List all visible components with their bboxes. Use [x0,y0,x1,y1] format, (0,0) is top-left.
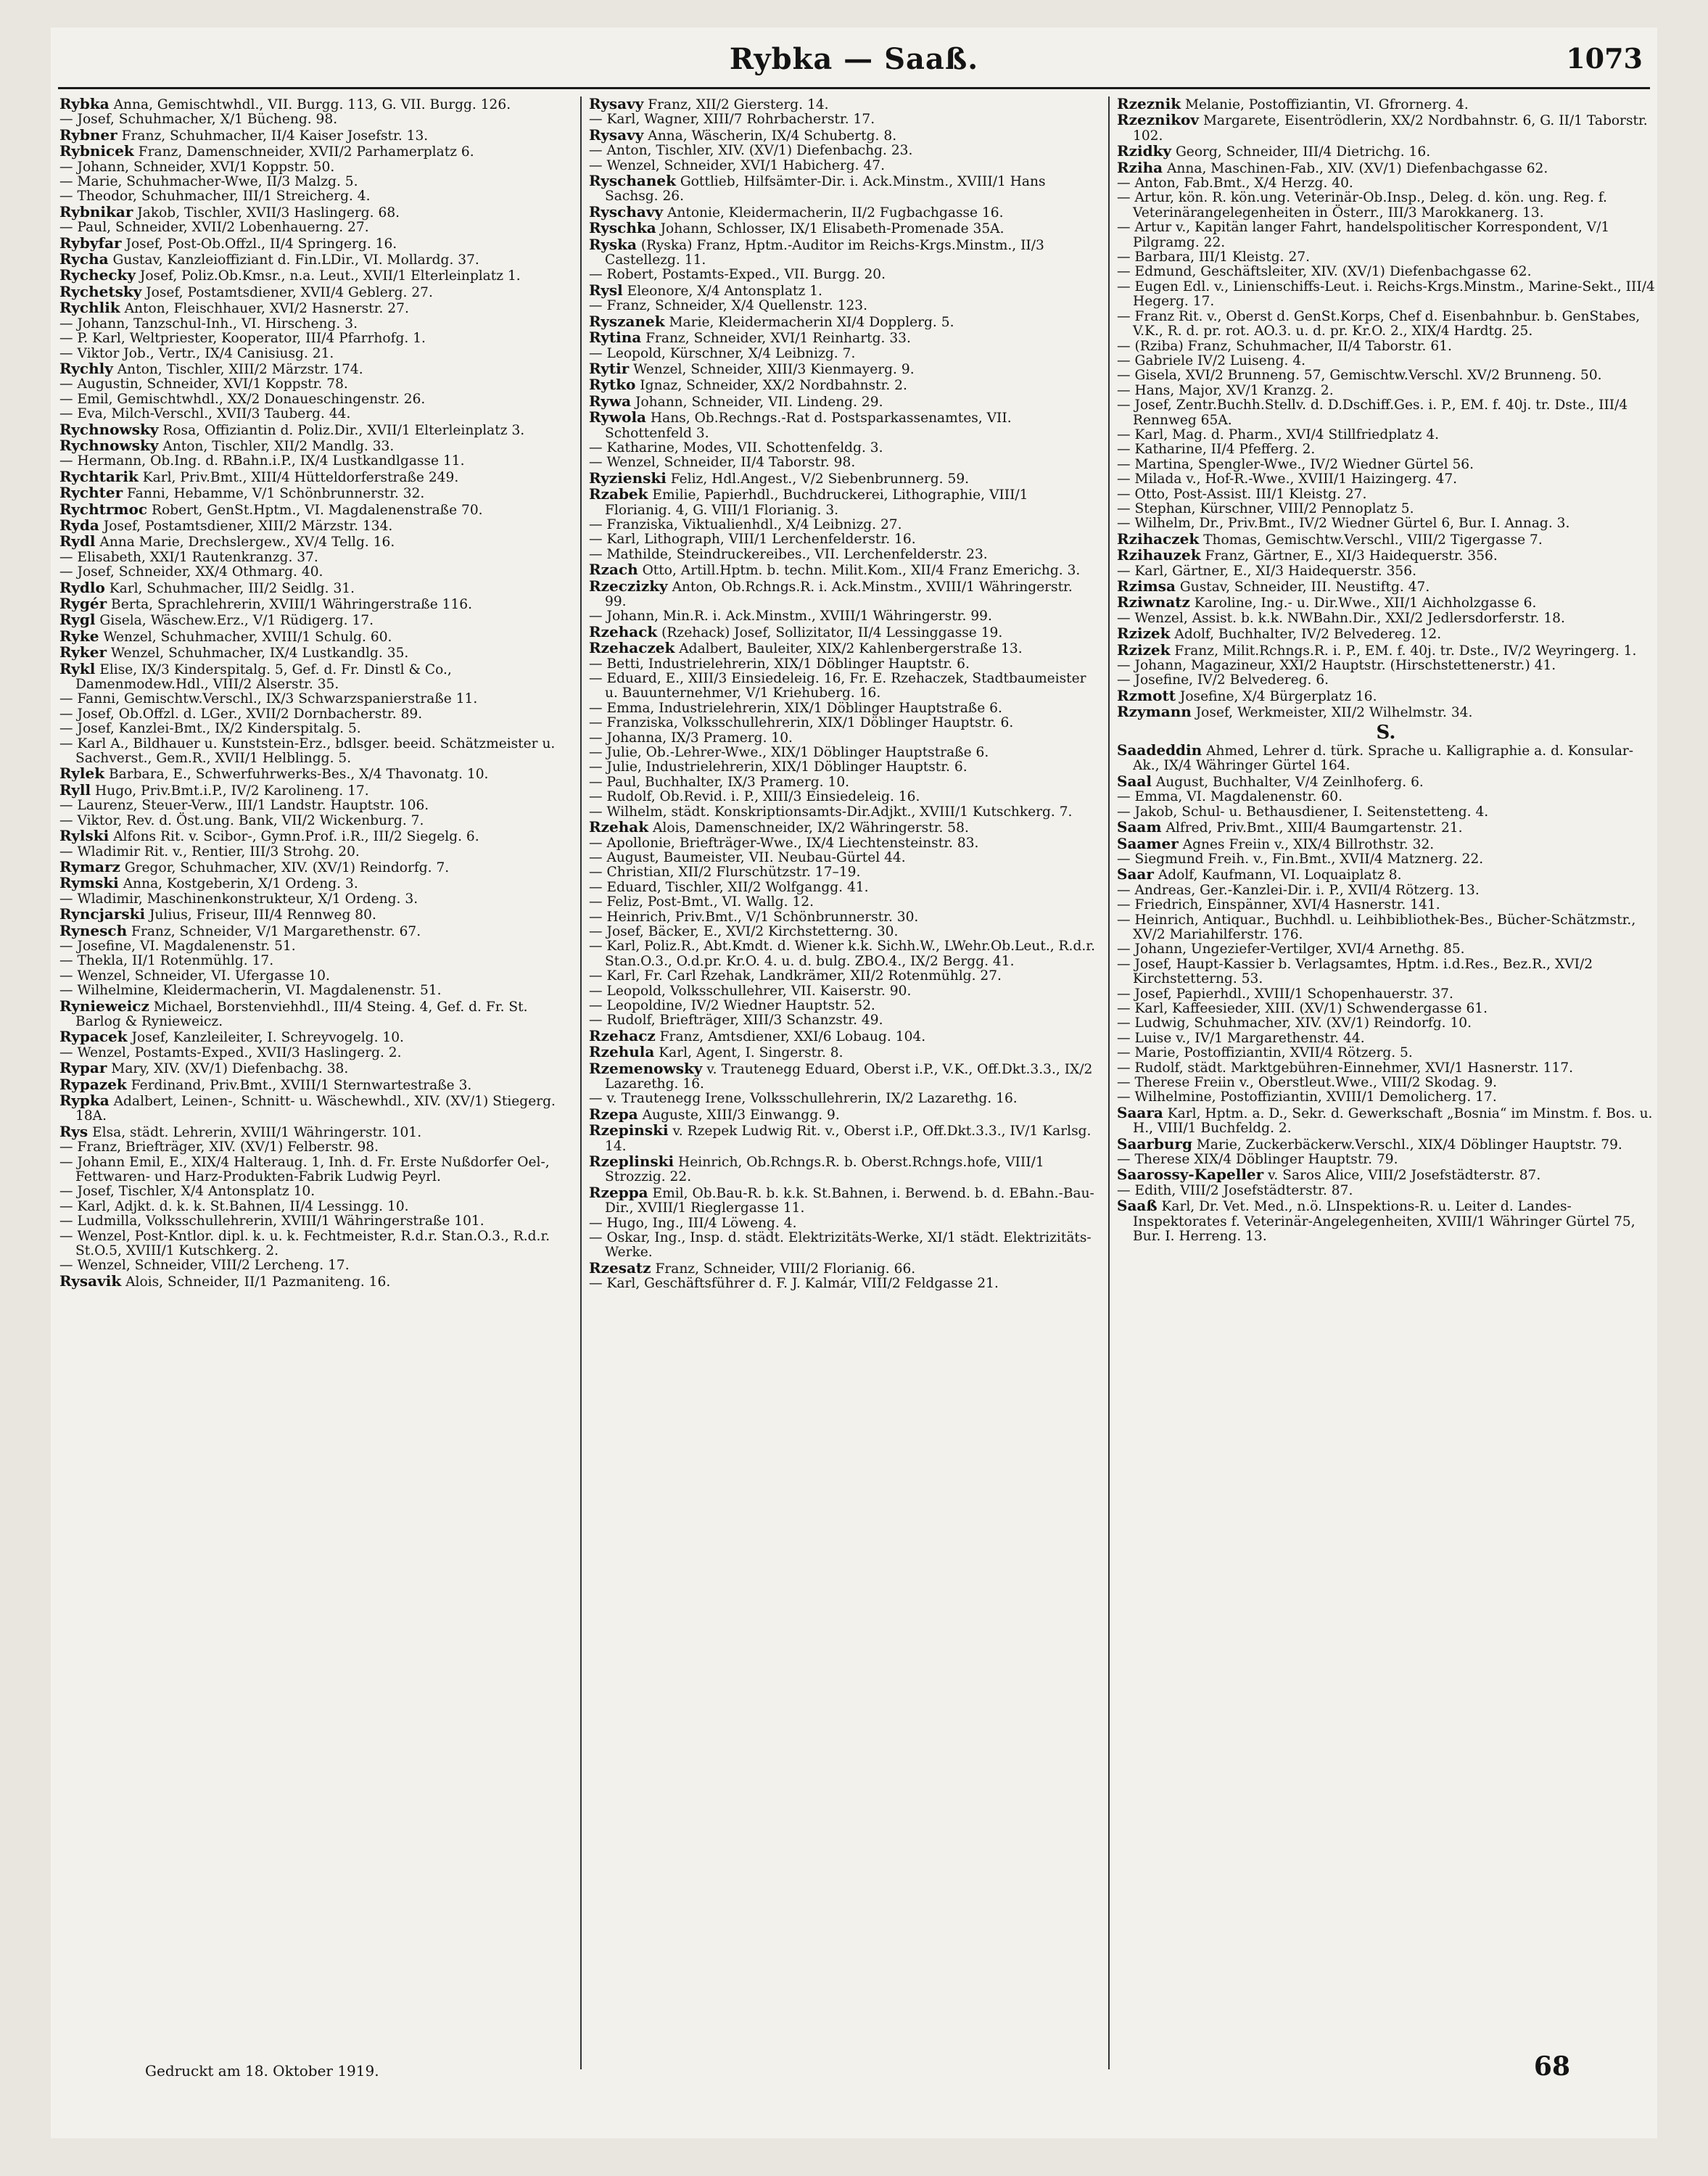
directory-entry: — Karl A., Bildhauer u. Kunststein-Erz., bdlsger. beeid. Schätzmeister u. Sachverst., Gem.R., XVII/1 Helblingg. 5. [59,735,560,767]
entry-surname: Rydlo [59,578,105,596]
directory-entry: Ryll Hugo, Priv.Bmt.i.P., IV/2 Karolineng. 17. [59,780,369,799]
entry-surname: Rzymann [1117,703,1192,721]
entry-surname: Rysavy [589,95,644,112]
directory-entry: Rysl Eleonore, X/4 Antonsplatz 1. [589,281,822,299]
directory-entry: — Rudolf, städt. Marktgebühren-Einnehmer, XVI/1 Hasnerstr. 117. [1117,1060,1574,1076]
entry-surname: Rzehack [589,622,658,640]
directory-entry: — Paul, Buchhalter, IX/3 Pramerg. 10. [589,774,850,790]
directory-entry: Rytina Franz, Schneider, XVI/1 Reinhartg. 33. [589,329,911,347]
entry-surname: Rynieweicz [59,997,149,1015]
entry-surname: Rzach [589,561,638,579]
entry-surname: Saal [1117,772,1152,790]
entry-surname: Ryncjarski [59,905,146,923]
entry-surname: Rypka [59,1092,110,1109]
directory-entry: — Johanna, IX/3 Pramerg. 10. [589,730,793,746]
directory-entry: Rydl Anna Marie, Drechslergew., XV/4 Tellg. 16. [59,532,395,551]
entry-surname: Rzesatz [589,1258,651,1277]
directory-entry: Rzeppa Emil, Ob.Bau-R. b. k.k. St.Bahnen, i. Berwend. b. d. EBahn.-Bau-Dir., XVIII/1 Rieglergasse 11. [589,1183,1094,1216]
directory-entry: Rzizek Franz, Milit.Rchngs.R. i. P., EM. f. 40j. tr. Dste., IV/2 Weyringerg. 1. [1117,640,1637,659]
directory-entry: — Luise v., IV/1 Margarethenstr. 44. [1117,1030,1365,1046]
directory-entry: Rysavy Franz, XII/2 Giersterg. 14. [589,95,829,112]
entry-surname: Rzeznikov [1117,111,1200,129]
directory-entry: — Leopold, Kürschner, X/4 Leibnizg. 7. [589,345,856,361]
directory-entry: — Josef, Schneider, XX/4 Othmarg. 40. [59,564,323,580]
directory-entry: Rybnicek Franz, Damenschneider, XVII/2 Parhamerplatz 6. [59,142,474,160]
directory-entry: — Eduard, E., XIII/3 Einsiedeleig. 16, Fr. E. Rzehaczek, Stadtbaumeister u. Bauunternehmer, V/1 Kriehuberg. 16. [589,671,1091,701]
entry-surname: Rycha [59,250,109,268]
sheet-number: 68 [1533,2051,1570,2082]
entry-surname: Rytko [589,376,636,394]
entry-surname: Ryll [59,780,91,799]
entry-surname: Rywa [589,392,632,410]
directory-entry: Rymarz Gregor, Schuhmacher, XIV. (XV/1) Reindorfg. 7. [59,857,450,875]
entry-surname: Rybner [59,125,117,144]
directory-entry: — Katharine, II/4 Pfefferg. 2. [1117,442,1316,458]
directory-entry: — Betti, Industrielehrerin, XIX/1 Döblinger Hauptstr. 6. [589,656,970,672]
directory-entry: Rzehak Alois, Damenschneider, IX/2 Währingerstr. 58. [589,818,969,836]
directory-entry: — Wilhelm, städt. Konskriptionsamts-Dir.Adjkt., XVIII/1 Kutschkerg. 7. [589,804,1073,820]
directory-entry: Saara Karl, Hptm. a. D., Sekr. d. Gewerkschaft „Bosnia“ im Minstm. f. Bos. u. H., VIII/1 Buchfeldg. 2. [1117,1103,1657,1137]
directory-entry: — Franz Rit. v., Oberst d. GenSt.Korps, Chef d. Eisenbahnbur. b. GenStabes, V.K., R. d. pr. rot. AO.3. u. d. pr. Kr.O. 2., XIX/4 Hardtg. 25. [1117,308,1645,339]
directory-entry: — Fanni, Gemischtw.Verschl., IX/3 Schwarzspanierstraße 11. [59,691,478,707]
entry-surname: Rzeczizky [589,577,668,595]
directory-entry: — Johann, Magazineur, XXI/2 Hauptstr. (Hirschstettenerstr.) 41. [1117,658,1556,674]
directory-entry: Rziha Anna, Maschinen-Fab., XIV. (XV/1) Diefenbachgasse 62. [1117,158,1548,176]
directory-entry: — Wenzel, Schneider, VI. Ufergasse 10. [59,968,330,984]
directory-entry: Rzehack (Rzehack) Josef, Sollizitator, II/4 Lessinggasse 19. [589,622,1003,640]
directory-entry: — Karl, Gärtner, E., XI/3 Haidequerstr. 356. [1117,563,1416,579]
directory-entry: — Karl, Kaffeesieder, XIII. (XV/1) Schwendergasse 61. [1117,1000,1488,1016]
directory-entry: — Leopoldine, IV/2 Wiedner Hauptstr. 52. [589,997,875,1013]
entry-surname: Saara [1117,1103,1163,1121]
entry-surname: Rychtrmoc [59,500,148,518]
directory-entry: — Wenzel, Assist. b. k.k. NWBahn.Dir., XXI/2 Jedlersdorferstr. 18. [1117,610,1565,626]
entry-surname: Rzihaczek [1117,529,1200,548]
entry-surname: Rykl [59,659,96,677]
directory-entry: — Christian, XII/2 Flurschützstr. 17–19. [589,865,861,881]
entry-surname: Rybnikar [59,202,133,221]
directory-entry: — Wenzel, Postamts-Exped., XVII/3 Haslingerg. 2. [59,1044,402,1060]
entry-surname: Ryzienski [589,469,667,487]
directory-entry: — Otto, Post-Assist. III/1 Kleistg. 27. [1117,486,1367,502]
directory-entry: — Viktor, Rev. d. Öst.ung. Bank, VII/2 Wickenburg. 7. [59,812,424,828]
directory-entry: — Hugo, Ing., III/4 Löweng. 4. [589,1215,797,1231]
directory-entry: Rywa Johann, Schneider, VII. Lindeng. 29. [589,392,883,410]
directory-entry: Ryszanek Marie, Kleidermacherin XI/4 Dopplerg. 5. [589,312,954,330]
page-title: Rybka — Saaß. [729,42,979,76]
directory-entry: — Wilhelmine, Kleidermacherin, VI. Magdalenenstr. 51. [59,983,442,999]
directory-entry: — Julie, Industrielehrerin, XIX/1 Döblinger Hauptstr. 6. [589,759,968,775]
entry-surname: Saar [1117,865,1154,883]
directory-entry: Saamer Agnes Freiin v., XIX/4 Billrothstr. 32. [1117,834,1435,852]
entry-surname: Rysl [589,281,623,299]
directory-entry: Rysavy Anna, Wäscherin, IX/4 Schubertg. 8. [589,125,897,144]
directory-entry: — Ludmilla, Volksschullehrerin, XVIII/1 Währingerstraße 101. [59,1213,484,1229]
entry-surname: Rymski [59,874,119,892]
directory-entry: Rzimsa Gustav, Schneider, III. Neustiftg. 47. [1117,577,1430,595]
directory-entry: Rys Elsa, städt. Lehrerin, XVIII/1 Währingerstr. 101. [59,1122,422,1140]
directory-entry: — Marie, Schuhmacher-Wwe, II/3 Malzg. 5. [59,174,358,190]
entry-surname: Saarburg [1117,1134,1192,1153]
directory-entry: Rzeczizky Anton, Ob.Rchngs.R. i. Ack.Minstm., XVIII/1 Währingerstr. 99. [589,577,1077,609]
directory-entry: — Milada v., Hof-R.-Wwe., XVIII/1 Haizingerg. 47. [1117,471,1458,487]
directory-entry: — Thekla, II/1 Rotenmühlg. 17. [59,953,274,969]
directory-entry: — Artur v., Kapitän langer Fahrt, handelspolitischer Korrespondent, V/1 Pilgramg. 22. [1117,220,1614,250]
directory-entry: — Elisabeth, XXI/1 Rautenkranzg. 37. [59,549,318,565]
directory-entry: Rybner Franz, Schuhmacher, II/4 Kaiser Josefstr. 13. [59,125,429,144]
entry-surname: Rytir [589,359,630,377]
directory-entry: — (Rziba) Franz, Schuhmacher, II/4 Taborstr. 61. [1117,338,1452,354]
directory-entry: Rzidky Georg, Schneider, III/4 Dietrichg. 16. [1117,142,1431,160]
directory-entry: Rybnikar Jakob, Tischler, XVII/3 Haslingerg. 68. [59,202,400,221]
entry-surname: Saadeddin [1117,741,1202,759]
directory-entry: Rzihauzek Franz, Gärtner, E., XI/3 Haidequerstr. 356. [1117,546,1498,564]
entry-surname: Rysavik [59,1272,122,1290]
directory-entry: Rzeznikov Margarete, Eisentrödlerin, XX/2 Nordbahnstr. 6, G. II/1 Taborstr. 102. [1117,111,1652,144]
entry-surname: Rzemenowsky [589,1059,703,1077]
directory-entry: Ryker Wenzel, Schuhmacher, IX/4 Lustkandlg. 35. [59,643,409,662]
directory-entry: — Wenzel, Schneider, VIII/2 Lercheng. 17. [59,1258,350,1274]
directory-entry: — Rudolf, Briefträger, XIII/3 Schanzstr. 49. [589,1013,883,1029]
directory-entry: — Wladimir, Maschinenkonstrukteur, X/1 Ordeng. 3. [59,891,418,907]
directory-entry: Rychtrmoc Robert, GenSt.Hptm., VI. Magdalenenstraße 70. [59,500,483,518]
directory-entry: Rylek Barbara, E., Schwerfuhrwerks-Bes., X/4 Thavonatg. 10. [59,765,489,783]
directory-entry: — Karl, Geschäftsführer d. F. J. Kalmár, VIII/2 Feldgasse 21. [589,1276,999,1292]
entry-surname: Rychly [59,359,113,377]
directory-entry: — Josef, Ob.Offzl. d. LGer., XVII/2 Dornbacherstr. 89. [59,706,423,722]
directory-entry: Rytko Ignaz, Schneider, XX/2 Nordbahnstr. 2. [589,376,907,394]
directory-entry: Rzmott Josefine, X/4 Bürgerplatz 16. [1117,686,1377,704]
directory-entry: — Edmund, Geschäftsleiter, XIV. (XV/1) Diefenbachgasse 62. [1117,264,1532,280]
directory-entry: Ryschanek Gottlieb, Hilfsämter-Dir. i. Ack.Minstm., XVIII/1 Hans Sachsg. 26. [589,172,1050,205]
entry-surname: Rypazek [59,1075,127,1093]
directory-entry: Rychecky Josef, Poliz.Ob.Kmsr., n.a. Leut., XVII/1 Elterleinplatz 1. [59,266,521,284]
directory-entry: — Katharine, Modes, VII. Schottenfeldg. 3. [589,440,883,456]
directory-entry: — Anton, Tischler, XIV. (XV/1) Diefenbachg. 23. [589,143,913,159]
directory-entry: Rynieweicz Michael, Borstenviehhdl., III/4 Steing. 4, Gef. d. Fr. St. Barlog & Rynieweicz. [59,997,532,1029]
directory-entry: Ryska (Ryska) Franz, Hptm.-Auditor im Reichs-Krgs.Minstm., II/3 Castellezg. 11. [589,235,1049,268]
entry-surname: Ryke [59,627,99,645]
directory-entry: — Karl, Mag. d. Pharm., XVI/4 Stillfriedplatz 4. [1117,426,1440,442]
directory-entry: Rzabek Emilie, Papierhdl., Buchdruckerei, Lithographie, VIII/1 Florianig. 4, G. VIII/1 Florianig. 3. [589,485,1033,518]
directory-entry: — Emma, Industrielehrerin, XIX/1 Döblinger Hauptstraße 6. [589,700,1002,716]
directory-entry: — Eduard, Tischler, XII/2 Wolfgangg. 41. [589,879,869,895]
column-2 [580,95,1100,2069]
directory-entry: Rygér Berta, Sprachlehrerin, XVIII/1 Währingerstraße 116. [59,595,473,612]
directory-entry: — Franz, Briefträger, XIV. (XV/1) Felberstr. 98. [59,1139,379,1155]
entry-surname: Rzepa [589,1105,638,1123]
entry-surname: Rzehula [589,1043,655,1061]
directory-entry: Ryncjarski Julius, Friseur, III/4 Rennweg 80. [59,905,376,923]
entry-surname: Rylski [59,827,110,845]
directory-entry: — Karl, Adjkt. d. k. k. St.Bahnen, II/4 Lessingg. 10. [59,1198,409,1214]
directory-entry: — Jakob, Schul- u. Bethausdiener, I. Seitenstetteng. 4. [1117,804,1489,820]
entry-surname: Rzepinski [589,1121,669,1139]
directory-entry: Rzehula Karl, Agent, I. Singerstr. 8. [589,1043,843,1061]
column-1 [59,96,567,2069]
directory-entry: — Leopold, Volksschullehrer, VII. Kaiserstr. 90. [589,983,912,999]
entry-surname: Ryda [59,516,99,534]
entry-surname: Ryschavy [589,202,664,221]
directory-entry: — Karl, Poliz.R., Abt.Kmdt. d. Wiener k.k. Sichh.W., LWehr.Ob.Leut., R.d.r. Stan.O.3., O.d.pr. Kr.O. 4. u. d. bulg. ZBO.4., IX/2 Bergg. 41. [589,939,1100,969]
entry-surname: Rychetsky [59,282,142,300]
directory-entry: Rzymann Josef, Werkmeister, XII/2 Wilhelmstr. 34. [1117,703,1473,721]
directory-entry: — Emma, VI. Magdalenenstr. 60. [1117,789,1343,805]
directory-entry: Ryke Wenzel, Schuhmacher, XVIII/1 Schulg. 60. [59,627,392,645]
directory-entry: — v. Trautenegg Irene, Volksschullehrerin, IX/2 Lazarethg. 16. [589,1091,1018,1107]
entry-surname: Saaß [1117,1197,1158,1215]
directory-entry: Rzeznik Melanie, Postoffiziantin, VI. Gfrornerg. 4. [1117,95,1469,112]
directory-entry: Rypka Adalbert, Leinen-, Schnitt- u. Wäschewhdl., XIV. (XV/1) Stiegerg. 18A. [59,1092,560,1124]
directory-entry: — Hermann, Ob.Ing. d. RBahn.i.P., IX/4 Lustkandlgasse 11. [59,453,465,469]
directory-entry: — Stephan, Kürschner, VIII/2 Pennoplatz 5. [1117,500,1414,516]
entry-surname: Rzeznik [1117,95,1181,112]
directory-entry: — Josef, Tischler, X/4 Antonsplatz 10. [59,1184,315,1200]
entry-surname: Ryszanek [589,312,665,330]
entry-surname: Saam [1117,818,1162,836]
directory-entry: — Augustin, Schneider, XVI/1 Koppstr. 78. [59,376,348,392]
directory-entry: — Apollonie, Briefträger-Wwe., IX/4 Liechtensteinstr. 83. [589,835,979,851]
directory-entry: — Marie, Postoffiziantin, XVII/4 Rötzerg. 5. [1117,1045,1413,1061]
entry-surname: Rzehacz [589,1026,656,1044]
directory-entry: — Ludwig, Schuhmacher, XIV. (XV/1) Reindorfg. 10. [1117,1015,1472,1031]
directory-entry: Rychtarik Karl, Priv.Bmt., XIII/4 Hütteldorferstraße 249. [59,467,459,485]
directory-entry: — Josefine, VI. Magdalenenstr. 51. [59,938,296,954]
directory-entry: Rygl Gisela, Wäschew.Erz., V/1 Rüdigerg. 17. [59,611,374,629]
directory-entry: — Josef, Papierhdl., XVIII/1 Schopenhauerstr. 37. [1117,986,1453,1002]
directory-entry: — Josef, Bäcker, E., XVI/2 Kirchstetterng. 30. [589,923,899,939]
entry-surname: Rys [59,1122,88,1140]
entry-surname: Rzehak [589,818,649,836]
entry-surname: Rybyfar [59,234,122,252]
entry-surname: Rymarz [59,857,120,875]
entry-surname: Rychecky [59,266,136,284]
entry-surname: Rypacek [59,1028,128,1046]
directory-entry: — Julie, Ob.-Lehrer-Wwe., XIX/1 Döblinger Hauptstraße 6. [589,745,989,761]
directory-entry: — Gabriele IV/2 Luiseng. 4. [1117,353,1306,368]
directory-entry: — Barbara, III/1 Kleistg. 27. [1117,250,1311,265]
directory-entry: — Laurenz, Steuer-Verw., III/1 Landstr. Hauptstr. 106. [59,798,429,814]
entry-surname: Rziwnatz [1117,593,1190,611]
entry-surname: Rypar [59,1059,107,1077]
directory-entry: Saarburg Marie, Zuckerbäckerw.Verschl., XIX/4 Döblinger Hauptstr. 79. [1117,1134,1622,1153]
directory-entry: Rzihaczek Thomas, Gemischtw.Verschl., VIII/2 Tigergasse 7. [1117,529,1543,548]
entry-surname: Ryschanek [589,172,676,190]
entry-surname: Rzabek [589,485,648,503]
header-rule [58,87,1650,89]
entry-surname: Rzizek [1117,625,1171,643]
directory-entry: Rymski Anna, Kostgeberin, X/1 Ordeng. 3. [59,874,358,892]
print-date-note: Gedruckt am 18. Oktober 1919. [145,2062,379,2080]
directory-entry: Rywola Hans, Ob.Rechngs.-Rat d. Postsparkassenamtes, VII. Schottenfeld 3. [589,408,1016,441]
entry-surname: Rzeplinski [589,1153,674,1171]
directory-entry: — Johann Emil, E., XIX/4 Halteraug. 1, Inh. d. Fr. Erste Nußdorfer Oel-, Fettwaren- und Harz-Produkten-Fabrik Ludwig Peyrl. [59,1154,554,1185]
directory-entry: — Josef, Kanzlei-Bmt., IX/2 Kinderspitalg. 5. [59,721,361,737]
directory-entry: — Wenzel, Schneider, XVI/1 Habicherg. 47. [589,157,886,173]
directory-entry: Rynesch Franz, Schneider, V/1 Margarethenstr. 67. [59,921,421,939]
directory-entry: — Oskar, Ing., Insp. d. städt. Elektrizitäts-Werke, XI/1 städt. Elektrizitäts-Werke. [589,1230,1092,1261]
entry-surname: Ryska [589,235,637,253]
directory-entry: Rychter Fanni, Hebamme, V/1 Schönbrunnerstr. 32. [59,484,425,502]
entry-surname: Rynesch [59,921,128,939]
entry-surname: Rzizek [1117,640,1171,659]
entry-surname: Rychnowsky [59,436,159,454]
directory-entry: — Wenzel, Post-Kntlor. dipl. k. u. k. Fechtmeister, R.d.r. Stan.O.3., R.d.r. St.O.5, XVIII/1 Kutschkerg. 2. [59,1228,555,1259]
column-3 [1108,95,1659,2069]
directory-entry: — Feliz, Post-Bmt., VI. Wallg. 12. [589,894,814,910]
entry-surname: Rzidky [1117,142,1172,160]
directory-entry: — Rudolf, Ob.Revid. i. P., XIII/3 Einsiedeleig. 16. [589,789,920,805]
entry-surname: Ryschka [589,219,656,237]
directory-entry: — Robert, Postamts-Exped., VII. Burgg. 20. [589,267,886,283]
directory-entry: — Johann, Tanzschul-Inh., VI. Hirscheng. 3. [59,316,358,331]
directory-entry: — Anton, Fab.Bmt., X/4 Herzg. 40. [1117,176,1353,191]
directory-entry: Rychly Anton, Tischler, XIII/2 Märzstr. 174. [59,359,363,377]
directory-entry: — P. Karl, Weltpriester, Kooperator, III/4 Pfarrhofg. 1. [59,331,426,347]
directory-entry: Rzach Otto, Artill.Hptm. b. techn. Milit.Kom., XII/4 Franz Emerichg. 3. [589,561,1081,579]
directory-entry: — Franziska, Volksschullehrerin, XIX/1 Döblinger Hauptstr. 6. [589,715,1014,731]
directory-entry: — Wladimir Rit. v., Rentier, III/3 Strohg. 20. [59,844,360,860]
directory-entry: Rysavik Alois, Schneider, II/1 Pazmaniteng. 16. [59,1272,391,1290]
directory-entry: Rzehacz Franz, Amtsdiener, XXI/6 Lobaug. 104. [589,1026,926,1044]
directory-entry: Rybka Anna, Gemischtwhdl., VII. Burgg. 113, G. VII. Burgg. 126. [59,95,511,112]
directory-entry: — Johann, Min.R. i. Ack.Minstm., XVIII/1 Währingerstr. 99. [589,609,992,625]
directory-entry: — Wilhelm, Dr., Priv.Bmt., IV/2 Wiedner Gürtel 6, Bur. I. Annag. 3. [1117,516,1570,532]
directory-entry: Rychlik Anton, Fleischhauer, XVI/2 Hasnerstr. 27. [59,299,409,317]
directory-page [51,28,1657,2138]
directory-entry: — Martina, Spengler-Wwe., IV/2 Wiedner Gürtel 56. [1117,456,1474,472]
directory-entry: Rypazek Ferdinand, Priv.Bmt., XVIII/1 Sternwartestraße 3. [59,1075,472,1093]
directory-entry: — Therese Freiin v., Oberstleut.Wwe., VIII/2 Skodag. 9. [1117,1075,1498,1090]
directory-entry: Rybyfar Josef, Post-Ob.Offzl., II/4 Springerg. 16. [59,234,397,252]
entry-surname: Rychter [59,484,123,502]
directory-entry: — Mathilde, Steindruckereibes., VII. Lerchenfelderstr. 23. [589,546,988,562]
directory-entry: — Wenzel, Schneider, II/4 Taborstr. 98. [589,455,856,471]
entry-surname: Rylek [59,765,105,783]
directory-entry: — Eugen Edl. v., Linienschiffs-Leut. i. Reichs-Krgs.Minstm., Marine-Sekt., III/4 Hegerg. 17. [1117,279,1659,310]
directory-entry: Saaß Karl, Dr. Vet. Med., n.ö. LInspektions-R. u. Leiter d. Landes-Inspektorates f. Veterinär-Angelegenheiten, XVIII/1 Währinger Gürtel 75, Bur. I. Herreng. 13. [1117,1197,1640,1245]
entry-surname: Rychtarik [59,467,139,485]
directory-entry: — Siegmund Freih. v., Fin.Bmt., XVII/4 Matznerg. 22. [1117,851,1484,867]
entry-surname: Rziha [1117,158,1163,176]
entry-surname: Rydl [59,532,96,551]
directory-entry: Ryschavy Antonie, Kleidermacherin, II/2 Fugbachgasse 16. [589,202,1004,221]
directory-entry: Rydlo Karl, Schuhmacher, III/2 Seidlg. 31. [59,578,355,596]
entry-surname: Rygl [59,611,96,629]
entry-surname: Rytina [589,329,642,347]
directory-entry: — Johann, Schneider, XVI/1 Koppstr. 50. [59,159,335,175]
directory-entry: — Josef, Haupt-Kassier b. Verlagsamtes, Hptm. i.d.Res., Bez.R., XVI/2 Kirchstetterng. 53. [1117,956,1597,987]
directory-entry: Rylski Alfons Rit. v. Scibor-, Gymn.Prof. i.R., III/2 Siegelg. 6. [59,827,479,845]
directory-entry: — Franziska, Viktualienhdl., X/4 Leibnizg. 27. [589,516,902,532]
directory-entry: Rzizek Adolf, Buchhalter, IV/2 Belvedereg. 12. [1117,625,1442,643]
directory-entry: Rzepa Auguste, XIII/3 Einwangg. 9. [589,1105,840,1123]
directory-entry: — Wilhelmine, Postoffiziantin, XVIII/1 Demolicherg. 17. [1117,1089,1497,1105]
directory-entry: — August, Baumeister, VII. Neubau-Gürtel 44. [589,849,906,865]
directory-entry: Rycha Gustav, Kanzleioffiziant d. Fin.LDir., VI. Mollardg. 37. [59,250,479,268]
directory-entry: Ryda Josef, Postamtsdiener, XIII/2 Märzstr. 134. [59,516,393,534]
entry-surname: Rychlik [59,299,120,317]
directory-entry: Saarossy-Kapeller v. Saros Alice, VIII/2 Josefstädterstr. 87. [1117,1166,1541,1184]
entry-surname: Rzmott [1117,686,1176,704]
directory-entry: Rypar Mary, XIV. (XV/1) Diefenbachg. 38. [59,1059,349,1077]
directory-entry: — Gisela, XVI/2 Brunneng. 57, Gemischtw.Verschl. XV/2 Brunneng. 50. [1117,368,1602,384]
directory-entry: — Viktor Job., Vertr., IX/4 Canisiusg. 21. [59,345,334,361]
directory-entry: Rzesatz Franz, Schneider, VIII/2 Florianig. 66. [589,1258,916,1277]
directory-entry: Ryzienski Feliz, Hdl.Angest., V/2 Siebenbrunnerg. 59. [589,469,970,487]
entry-surname: Rzimsa [1117,577,1176,595]
directory-entry: — Emil, Gemischtwhdl., XX/2 Donaueschingenstr. 26. [59,391,426,407]
directory-entry: Rychnowsky Anton, Tischler, XII/2 Mandlg. 33. [59,436,395,454]
entry-surname: Rzehaczek [589,639,675,657]
directory-entry: — Therese XIX/4 Döblinger Hauptstr. 79. [1117,1152,1398,1168]
entry-surname: Rygér [59,595,107,612]
page-header [51,42,1657,93]
directory-entry: Saar Adolf, Kaufmann, VI. Loquaiplatz 8. [1117,865,1402,883]
directory-entry: Rypacek Josef, Kanzleileiter, I. Schreyvogelg. 10. [59,1028,404,1046]
section-heading: S. [1376,721,1396,743]
directory-entry: — Karl, Fr. Carl Rzehak, Landkrämer, XII/2 Rotenmühlg. 27. [589,968,1002,984]
directory-entry: — Friedrich, Einspänner, XVI/4 Hasnerstr. 141. [1117,897,1440,913]
directory-entry: Rykl Elise, IX/3 Kinderspitalg. 5, Gef. d. Fr. Dinstl & Co., Damenmodew.Hdl., VIII/2 Alserstr. 35. [59,659,456,693]
directory-entry: — Josef, Zentr.Buchh.Stellv. d. D.Dschiff.Ges. i. P., EM. f. 40j. tr. Dste., III/4 Rennweg 65A. [1117,397,1633,428]
directory-entry: — Heinrich, Antiquar., Buchhdl. u. Leihbibliothek-Bes., Bücher-Schätzmstr., XV/2 Mariahilferstr. 176. [1117,912,1641,942]
directory-entry: — Andreas, Ger.-Kanzlei-Dir. i. P., XVII/4 Rötzerg. 13. [1117,882,1480,898]
directory-entry: Rzepinski v. Rzepek Ludwig Rit. v., Oberst i.P., Off.Dkt.3.3., IV/1 Karlsg. 14. [589,1121,1096,1154]
directory-entry: — Josef, Schuhmacher, X/1 Bücheng. 98. [59,112,338,128]
page-number: 1073 [1566,42,1643,75]
directory-entry: — Hans, Major, XV/1 Kranzg. 2. [1117,382,1334,398]
entry-surname: Ryker [59,643,107,662]
directory-entry: — Heinrich, Priv.Bmt., V/1 Schönbrunnerstr. 30. [589,909,919,925]
directory-entry: — Josefine, IV/2 Belvedereg. 6. [1117,672,1329,688]
entry-surname: Rywola [589,408,647,426]
directory-entry: Rzeplinski Heinrich, Ob.Rchngs.R. b. Oberst.Rchngs.hofe, VIII/1 Strozzig. 22. [589,1153,1049,1185]
directory-entry: Rychnowsky Rosa, Offiziantin d. Poliz.Dir., XVII/1 Elterleinplatz 3. [59,420,525,438]
directory-entry: — Edith, VIII/2 Josefstädterstr. 87. [1117,1182,1353,1198]
directory-entry: Saam Alfred, Priv.Bmt., XIII/4 Baumgartenstr. 21. [1117,818,1463,836]
entry-surname: Rzihauzek [1117,546,1201,564]
entry-surname: Rychnowsky [59,420,159,438]
directory-entry: — Paul, Schneider, XVII/2 Lobenhauerng. 27. [59,220,369,236]
entry-surname: Rybnicek [59,142,134,160]
entry-surname: Saamer [1117,834,1179,852]
directory-entry: Rziwnatz Karoline, Ing.- u. Dir.Wwe., XII/1 Aichholzgasse 6. [1117,593,1537,611]
directory-entry: — Eva, Milch-Verschl., XVII/3 Tauberg. 44. [59,406,351,422]
directory-entry: — Theodor, Schuhmacher, III/1 Streicherg. 4. [59,189,371,205]
directory-entry: Rychetsky Josef, Postamtsdiener, XVII/4 Geblerg. 27. [59,282,433,300]
directory-entry: Rzehaczek Adalbert, Bauleiter, XIX/2 Kahlenbergerstraße 13. [589,639,1023,657]
directory-entry: Ryschka Johann, Schlosser, IX/1 Elisabeth-Promenade 35A. [589,219,1004,237]
entry-surname: Rybka [59,95,110,112]
directory-entry: Saadeddin Ahmed, Lehrer d. türk. Sprache u. Kalligraphie a. d. Konsular-Ak., IX/4 Währinger Gürtel 164. [1117,741,1634,774]
directory-entry: — Karl, Wagner, XIII/7 Rohrbacherstr. 17. [589,112,875,128]
entry-surname: Saarossy-Kapeller [1117,1166,1264,1184]
directory-entry: Rzemenowsky v. Trautenegg Eduard, Oberst i.P., V.K., Off.Dkt.3.3., IX/2 Lazarethg. 16. [589,1059,1097,1092]
directory-entry: — Karl, Lithograph, VIII/1 Lerchenfelderstr. 16. [589,532,916,548]
entry-surname: Rysavy [589,125,644,144]
directory-entry: Saal August, Buchhalter, V/4 Zeinlhoferg. 6. [1117,772,1424,790]
directory-entry: — Artur, kön. R. kön.ung. Veterinär-Ob.Insp., Deleg. d. kön. ung. Reg. f. Veterinärangelegenheiten in Österr., III/3 Marokkanerg. 13. [1117,190,1612,221]
entry-surname: Rzeppa [589,1183,648,1201]
directory-entry: Rytir Wenzel, Schneider, XIII/3 Kienmayerg. 9. [589,359,915,377]
directory-entry: — Franz, Schneider, X/4 Quellenstr. 123. [589,298,868,314]
directory-entry: — Johann, Ungeziefer-Vertilger, XVI/4 Arnethg. 85. [1117,941,1465,957]
